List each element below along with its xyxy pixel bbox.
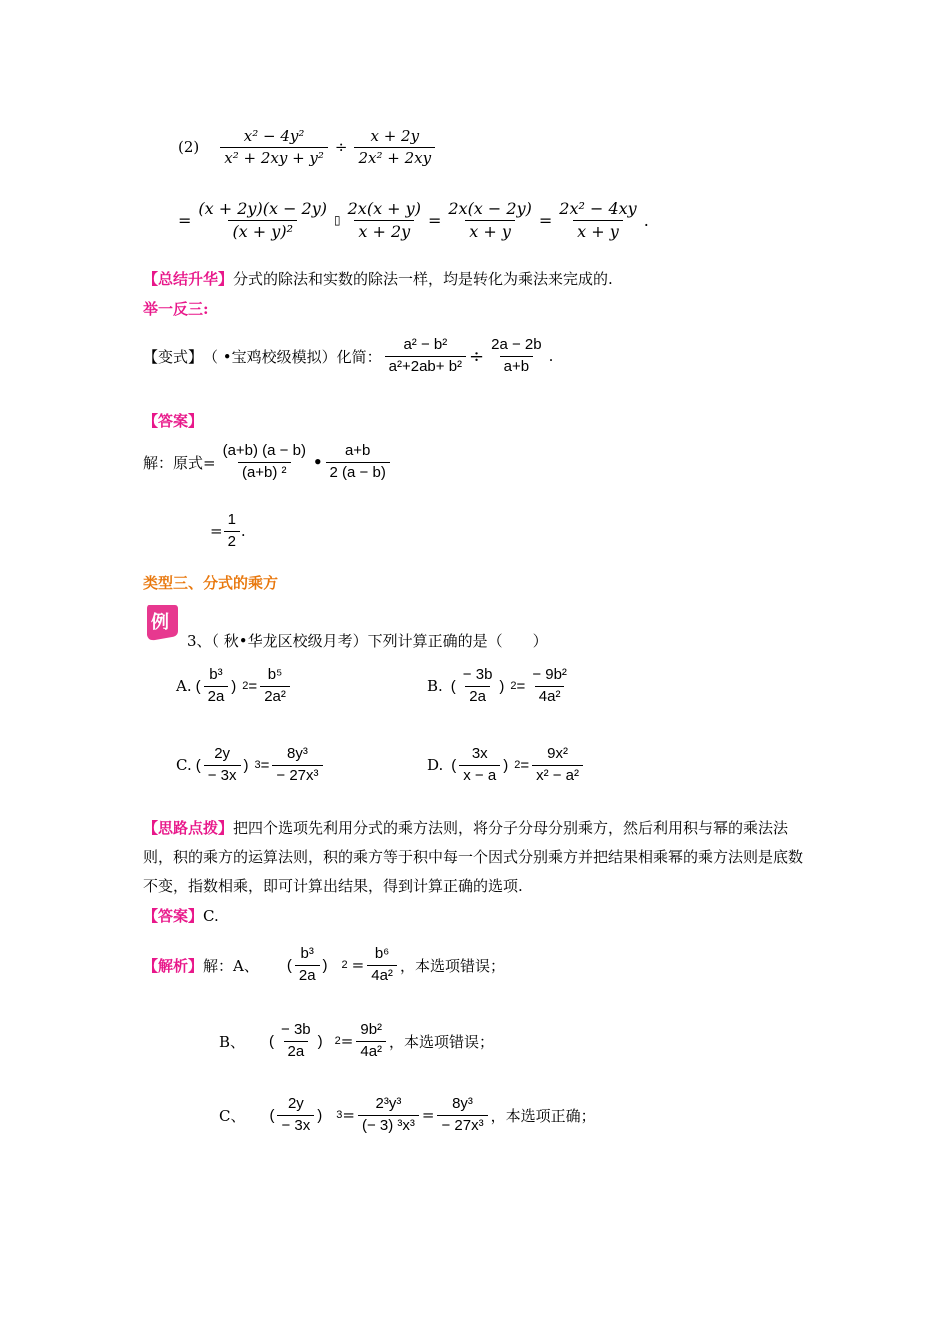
fraction: $\frac{3x}{x - a}$: [459, 746, 500, 784]
paren: ): [317, 1032, 323, 1050]
fraction: $\frac{\text{b³}}{2a}$: [295, 946, 320, 984]
hint-paragraph: [143, 814, 813, 901]
option-a[interactable]: A. ( $\frac{\text{b³}}{2a}$ ) 2 = $\frac{\text{b⁵}}{\text{2a²}}$: [176, 667, 293, 705]
analysis-item-label: B、: [219, 1032, 246, 1051]
paren: ): [317, 1106, 323, 1124]
fraction: $\frac{(a+b) (a - b)}{\text{(a+b) ²}}$: [222, 442, 306, 481]
equals-sign: =: [248, 677, 258, 695]
fraction: $\frac{\text{b⁶}}{\text{4a²}}$: [367, 946, 397, 984]
fraction: $\frac{- 3b}{2a}$: [281, 1021, 311, 1060]
example-2-line2: [178, 200, 649, 240]
analysis-prefix: 解：A、: [203, 956, 259, 975]
analysis-label: 【解析】: [143, 956, 204, 975]
option-c[interactable]: C. ( $\frac{2y}{- 3x}$ ) 3 = $\frac{\text{8y³}}{\text{− 27x³}}$: [176, 746, 326, 784]
practice-heading: 举一反三:: [143, 300, 209, 318]
hint-label: 【思路点拨】: [143, 819, 234, 837]
fraction: $\frac{\text{2³y³}}{\text{(− 3) ³x³}}$: [358, 1096, 419, 1134]
paren: ): [322, 956, 328, 974]
fraction: $\frac{(x + 2y)(x - 2y)}{\text{(x + y)²}}$: [198, 199, 328, 241]
divide-sign: ÷: [334, 138, 348, 156]
verdict-text: ，本选项错误；: [389, 1032, 495, 1051]
option-label: B.: [427, 677, 443, 695]
paren: (: [195, 677, 201, 695]
equals-sign: =: [342, 1106, 355, 1124]
variant-text: （ •宝鸡校级模拟）化简：: [203, 347, 382, 366]
paren: ): [503, 756, 509, 774]
fraction: $\frac{2y}{- 3x}$: [204, 746, 241, 784]
fraction: $\frac{\text{b⁵}}{\text{2a²}}$: [260, 667, 290, 705]
fraction: $\frac{1}{2}$: [224, 512, 240, 550]
option-d[interactable]: D. ( $\frac{3x}{x - a}$ ) 2 = $\frac{\text{9x²}}{\text{x² − a²}}$: [427, 746, 586, 784]
fraction: $\frac{2y}{- 3x}$: [277, 1096, 314, 1134]
summary-line: [143, 268, 613, 289]
summary-label: 【总结升华】: [143, 270, 234, 288]
answer-2-line: [143, 905, 219, 926]
hint-text: 把四个选项先利用分式的乘方法则，将分子分母分别乘方，然后利用积与幂的乘法法则，积的乘方的运算法则，积的乘方等于积中每一个因式分别乘方并把结果相乘幂的乘方法则是底数不变，指数相乘，即可计算出结果，得到计算正确的选项.: [143, 819, 804, 895]
equals-sign: =: [516, 677, 526, 695]
equals-sign: =: [351, 956, 365, 974]
analysis-line-a: 【解析】 解：A、 ( $\frac{\text{b³}}{2a}$ ) 2 = $\frac{\text{b⁶}}{\text{4a²}}$ ，本选项错误；: [143, 945, 505, 984]
paren: ): [243, 756, 249, 774]
equals-sign: =: [421, 1106, 435, 1124]
paren: (: [451, 756, 457, 774]
paren: (: [450, 677, 456, 695]
analysis-item-label: C、: [219, 1106, 246, 1125]
example-2-label: (2): [178, 138, 200, 156]
period: .: [643, 210, 649, 230]
fraction: $\frac{\text{9b²}}{\text{4a²}}$: [356, 1022, 386, 1060]
variant-line: [143, 337, 553, 375]
option-label: A.: [176, 677, 192, 695]
answer-2-text: C.: [203, 907, 219, 925]
equals-sign: =: [178, 210, 192, 230]
fraction: $\frac{x + 2y}{\text{2x² + 2xy}}$: [354, 128, 435, 166]
example-2-line1: [178, 128, 438, 166]
option-label: C.: [176, 756, 192, 774]
fraction: $\frac{- 3b}{2a}$: [462, 666, 493, 705]
period: .: [240, 522, 246, 540]
answer-2-label: 【答案】: [143, 907, 204, 925]
analysis-line-c: C、 ( $\frac{2y}{- 3x}$ ) 3 = $\frac{\text{2³y³}}{\text{(− 3) ³x³}}$ = $\frac{\text{8y³}}{\text{− 27x³}}$ ，本选项正确；: [219, 1095, 596, 1134]
fraction: $\frac{\text{− 9b²}}{\text{4a²}}$: [532, 666, 567, 705]
paren: (: [269, 1106, 275, 1124]
fraction: $\frac{a+b}{2 (a - b)}$: [326, 443, 390, 481]
paren: ): [499, 677, 505, 695]
equals-sign: =: [538, 210, 553, 230]
equals-sign: =: [427, 210, 442, 230]
multiply-dot: •: [312, 453, 323, 471]
analysis-line-b: B、 ( $\frac{- 3b}{2a}$ ) 2 = $\frac{\text{9b²}}{\text{4a²}}$ ，本选项错误；: [219, 1021, 495, 1060]
equals-sign: =: [520, 756, 530, 774]
paren: (: [269, 1032, 275, 1050]
option-label: D.: [427, 756, 444, 774]
fraction: $\frac{\text{9x²}}{\text{x² − a²}}$: [532, 746, 583, 784]
missing-glyph: ▯: [334, 213, 341, 228]
example-badge: [145, 603, 179, 641]
example-badge-text: 例: [151, 612, 169, 633]
equals-sign: =: [210, 522, 223, 540]
fraction: $\frac{2x(x - 2y)}{x + y}$: [448, 199, 532, 241]
solution-prefix: 解：原式=: [143, 453, 216, 472]
paren: ): [231, 677, 237, 695]
fraction: $\frac{\text{2x² − 4xy}}{x + y}$: [559, 199, 637, 241]
answer-result-line: [210, 512, 246, 550]
paren: (: [195, 756, 201, 774]
variant-label: 【变式】: [143, 347, 204, 366]
fraction: $\frac{\text{a² − b²}}{\text{a²+2ab+ b²}}$: [385, 337, 466, 375]
paren: (: [286, 956, 292, 974]
equals-sign: =: [260, 756, 270, 774]
fraction: $\frac{\text{8y³}}{\text{− 27x³}}$: [272, 746, 322, 784]
verdict-text: ，本选项错误；: [399, 956, 505, 975]
answer-label: 【答案】: [143, 412, 204, 430]
type3-heading: 类型三、分式的乘方: [143, 574, 279, 592]
fraction: $\frac{\text{8y³}}{\text{− 27x³}}$: [437, 1096, 487, 1134]
fraction: $\frac{2x(x + y)}{x + 2y}$: [347, 199, 421, 241]
verdict-text: ，本选项正确；: [490, 1106, 596, 1125]
period: .: [548, 347, 554, 365]
question-3-text: 3、（ 秋•华龙区校级月考）下列计算正确的是（ ）: [187, 632, 548, 650]
fraction: $\frac{2a - 2b}{a+b}$: [491, 336, 542, 375]
option-b[interactable]: B. ( $\frac{- 3b}{2a}$ ) 2 = $\frac{\text{− 9b²}}{\text{4a²}}$: [427, 667, 574, 705]
summary-text: 分式的除法和实数的除法一样，均是转化为乘法来完成的.: [233, 270, 613, 288]
answer-solution-line: [143, 443, 393, 481]
fraction: $\frac{\text{b³}}{2a}$: [204, 667, 229, 705]
fraction: $\frac{\text{x² − 4y²}}{\text{x² + 2xy + y²}}$: [220, 128, 328, 166]
divide-sign: ÷: [469, 345, 485, 367]
equals-sign: =: [340, 1032, 354, 1050]
